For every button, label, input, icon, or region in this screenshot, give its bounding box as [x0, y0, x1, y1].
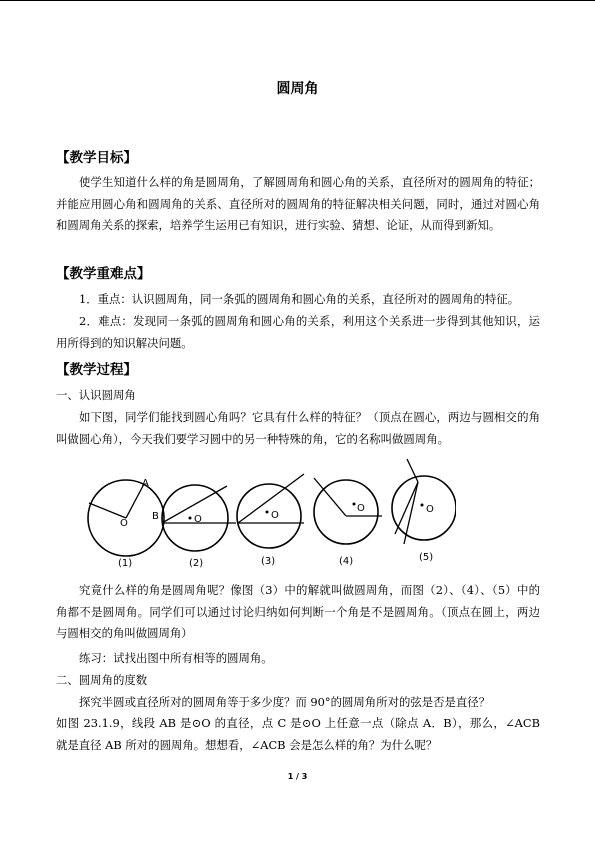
heading-key-points: 【教学重难点】: [56, 266, 151, 282]
center-label-3: O: [271, 510, 279, 521]
caption-4: (4): [339, 556, 354, 567]
top-rule: [0, 0, 595, 1]
point-b-label: B: [152, 511, 159, 522]
part1-title: 一、认识圆周角: [56, 388, 136, 402]
part1-paragraph: 如下图，同学们能找到圆心角吗？它具有什么样的特征？（顶点在圆心，两边与圆相交的角叫做圆心角），今天我们要学习圆中的另一种特殊的角，它的名称叫做圆周角。: [56, 410, 540, 446]
center-label-1: O: [120, 518, 128, 529]
caption-1: (1): [118, 558, 133, 569]
caption-3: (3): [261, 556, 276, 567]
key-point-2: 2．难点：发现同一条弧的圆周角和圆心角的关系，利用这个关系进一步得到其他知识，运用所得到的知识解决问题。: [56, 314, 540, 350]
figure-4: [314, 478, 382, 567]
center-label-5: O: [426, 504, 434, 515]
part2-paragraph: 如图 23.1.9，线段 AB 是⊙O 的直径，点 C 是⊙O 上任意一点（除点 A．B），那么，∠ACB 就是直径 AB 所对的圆周角。想想看，∠ACB 会是怎么样的角？为什么呢？: [56, 716, 540, 752]
figure-2: [152, 485, 236, 569]
center-label-2: O: [194, 514, 202, 525]
center-label-4: O: [357, 503, 365, 514]
heading-goals: 【教学目标】: [56, 150, 137, 166]
key-point-1: 1．重点：认识圆周角，同一条弧的圆周角和圆心角的关系，直径所对的圆周角的特征。: [79, 292, 520, 306]
after-figure-paragraph: 究竟什么样的角是圆周角呢？像图（3）中的解就叫做圆周角，而图（2）、（4）、（5）中的角都不是圆周角。同学们可以通过讨论归纳如何判断一个角是不是圆周角。（顶点在圆上，两边与圆相交的角叫做圆周角）: [56, 583, 540, 641]
page-number: 1 / 3: [287, 772, 308, 781]
part2-title: 二、圆周角的度数: [56, 673, 148, 687]
figure-5: [392, 459, 456, 563]
page-title: 圆周角: [276, 81, 319, 97]
part2-question: 探究半圆或直径所对的圆周角等于多少度？而 90°的圆周角所对的弦是否是直径？: [79, 695, 491, 709]
heading-process: 【教学过程】: [56, 362, 137, 378]
caption-5: (5): [419, 552, 434, 563]
caption-2: (2): [189, 558, 204, 569]
point-a-label: A: [142, 478, 149, 489]
figure-1: [88, 478, 164, 569]
exercise: 练习：试找出图中所有相等的圆周角。: [79, 651, 273, 665]
goals-paragraph: 使学生知道什么样的角是圆周角，了解圆周角和圆心角的关系，直径所对的圆周角的特征；并能应用圆心角和圆周角的关系、直径所对的圆周角的特征解决相关问题，同时，通过对圆心角和圆周角关系的探索，培养学生运用已有知识，进行实验、猜想、论证，从而得到新知。: [56, 175, 540, 233]
circles-figure: [86, 456, 456, 571]
figure-3: [237, 474, 304, 567]
